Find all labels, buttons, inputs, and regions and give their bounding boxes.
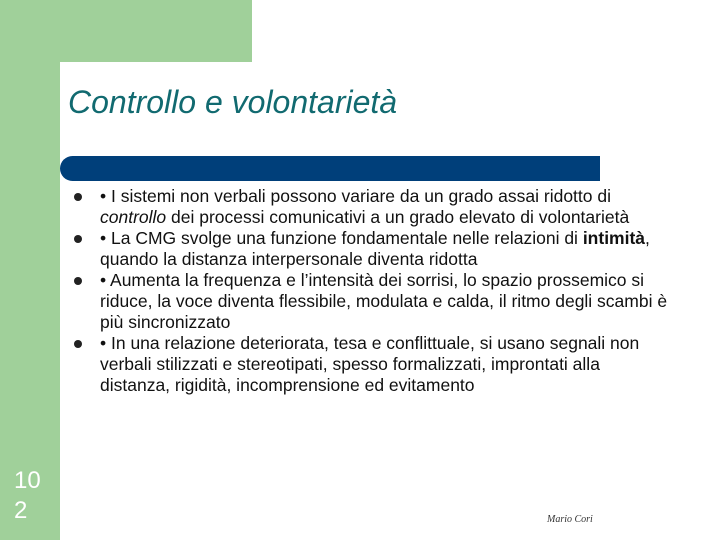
bullet-text: , quando la distanza interpersonale diventa ridotta bbox=[100, 228, 650, 269]
bullet-dot-icon bbox=[74, 277, 82, 285]
bullet-item bbox=[74, 228, 674, 270]
footer-author: Mario Cori bbox=[547, 514, 593, 525]
bullet-emphasis: controllo bbox=[100, 207, 167, 227]
bullet-item bbox=[74, 270, 674, 333]
bullet-text: • Aumenta la frequenza e l’intensità dei sorrisi, lo spazio prossemico si riduce, la voce diventa flessibile, modulata e calda, il ritmo degli scambi è più sincronizzato bbox=[100, 270, 668, 332]
bullet-text: • La CMG svolge una funzione fondamentale nelle relazioni di bbox=[100, 228, 583, 248]
slide-number-line: 2 bbox=[14, 497, 28, 524]
bullet-text: • I sistemi non verbali possono variare da un grado assai ridotto di bbox=[100, 186, 611, 206]
bullet-dot-icon bbox=[74, 235, 82, 243]
slide-title: Controllo e volontarietà bbox=[68, 84, 398, 120]
slide-number bbox=[14, 466, 41, 526]
bullet-dot-icon bbox=[74, 340, 82, 348]
bullet-dot-icon bbox=[74, 193, 82, 201]
bullet-text: dei processi comunicativi a un grado elevato di volontarietà bbox=[166, 207, 630, 227]
title-rule bbox=[60, 156, 600, 181]
bullet-list bbox=[74, 186, 674, 396]
bullet-item bbox=[74, 333, 674, 396]
bullet-emphasis: intimità bbox=[582, 228, 646, 248]
green-left-band bbox=[0, 0, 60, 540]
slide-number-line: 10 bbox=[14, 467, 41, 494]
bullet-text: • In una relazione deteriorata, tesa e conflittuale, si usano segnali non verbali stilizzati e stereotipati, spesso formalizzati, improntati alla distanza, rigidità, incomprensione ed evitamento bbox=[100, 333, 640, 395]
bullet-item bbox=[74, 186, 674, 228]
